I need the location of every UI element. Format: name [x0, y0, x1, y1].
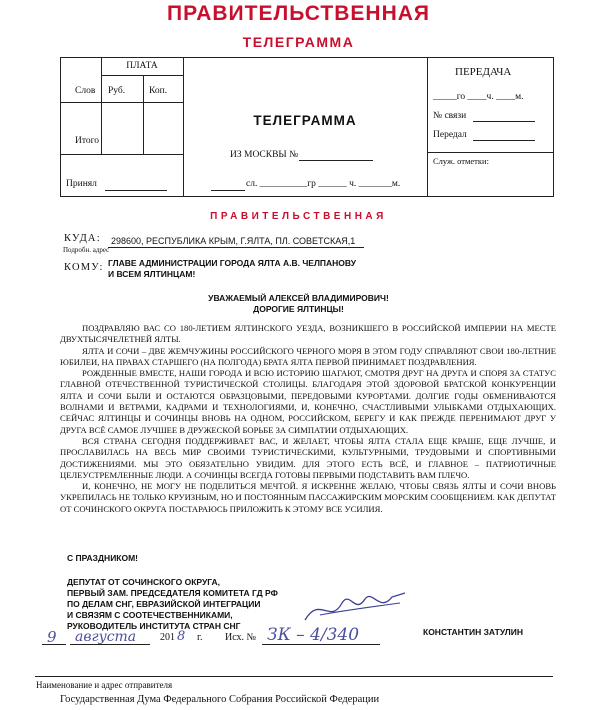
received-field	[105, 190, 167, 191]
connection-field	[473, 121, 535, 122]
to-whom-label: КОМУ:	[64, 262, 104, 273]
telegram-form	[60, 57, 554, 197]
transmission-header: ПЕРЕДАЧА	[455, 66, 512, 78]
greeting-line2: ДОРОГИЕ ЯЛТИНЦЫ!	[253, 304, 344, 314]
telegram-kind: ПРАВИТЕЛЬСТВЕННАЯ	[210, 211, 387, 222]
sender-label: Наименование и адрес отправителя	[36, 680, 173, 690]
signature-line: РУКОВОДИТЕЛЬ ИНСТИТУТА СТРАН СНГ	[67, 621, 241, 631]
form-title: ТЕЛЕГРАММА	[253, 113, 357, 128]
rubles-label: Руб.	[108, 86, 126, 96]
date-day: 9	[47, 628, 57, 646]
sender-value: Государственная Дума Федерального Собрания Российской Федерации	[60, 694, 380, 705]
paragraph: И, КОНЕЧНО, НЕ МОГУ НЕ ПОДЕЛИТЬСЯ МЕЧТОЙ. Я ИСКРЕННЕ ЖЕЛАЮ, ЧТОБЫ СВЯЗЬ ЯЛТЫ И СОЧИ ВНОВЬ УКРЕПИЛАСЬ НЕ ТОЛЬКО КРУИЗНЫМ, НО И ПОСТОЯННЫМ ПАССАЖИРСКИМ МОРСКИМ СООБЩЕНИЕМ. КАК ДЕПУТАТ ОТ СОЧИНСКОГО ОКРУГА ПОСТАРАЮСЬ ПРИЛОЖИТЬ К ЭТОМУ ВСЕ УСИЛИЯ.	[60, 481, 556, 514]
closing-line: С ПРАЗДНИКОМ!	[67, 553, 139, 563]
outgoing-number-underline	[262, 644, 380, 645]
kopecks-label: Коп.	[149, 86, 168, 96]
transmitted-field	[473, 140, 535, 141]
date-month: августа	[75, 629, 137, 645]
date-day-underline	[42, 644, 66, 645]
date-year-unit: г.	[197, 632, 203, 643]
paragraph: ЯЛТА И СОЧИ – ДВЕ ЖЕМЧУЖИНЫ РОССИЙСКОГО ЧЕРНОГО МОРЯ В ЭТОМ ГОДУ СПРАВЛЯЮТ СВОИ 180-ЛЕТНИЕ ЮБИЛЕИ, НА ПРАВАХ СТАРШЕГО (НА ПОЛГОДА) БРАТА ЯЛТА ПЕРВОЙ ПРИНИМАЕТ ПОЗДРАВЛЕНИЯ.	[60, 345, 556, 367]
transmitted-label: Передал	[433, 130, 467, 140]
paragraph: РОЖДЕННЫЕ ВМЕСТЕ, НАШИ ГОРОДА И ВСЮ ИСТОРИЮ ШАГАЮТ, СМОТРЯ ДРУГ НА ДРУГА И СПОРЯ ЗА СТАТУС ГЛАВНОЙ ОТЕЧЕСТВЕННОЙ ТУРИСТИЧЕСКОЙ СТОЛИЦЫ. БЛАГОДАРЯ ЭТОЙ ЗДОРОВОЙ БРАТСКОЙ КОНКУРЕНЦИИ ЯЛТА И СОЧИ БЫЛИ И ОСТАЮТСЯ ОБРАЗЦОВЫМИ, ПЕРЕДОВЫМИ КУРОРТАМИ. ДОЛГИЕ ГОДЫ ОБМЕНИВАЮТСЯ ВОЛНАМИ И ВЕТРАМИ, КАДРАМИ И ТЕХНОЛОГИЯМИ, И, КОНЕЧНО, СЧАСТЛИВЫМИ УЛЫБКАМИ ОТДЫХАЮЩИХ. СЕЙЧАС ЯЛТИНЦЫ И СОЧИНЦЫ ВНОВЬ НА ОДНОМ, РОССИЙСКОМ, БЕРЕГУ И КАК ПРЕЖДЕ ПЕРЕНИМАЮТ ДРУГ У ДРУГА ВСЁ САМОЕ ЛУЧШЕЕ В ДРУЖЕСКОЙ БОРЬБЕ ЗА СИМПАТИИ ОТДЫХАЮЩИХ.	[60, 368, 556, 435]
signature-line: ПО ДЕЛАМ СНГ, ЕВРАЗИЙСКОЙ ИНТЕГРАЦИИ	[67, 599, 261, 609]
payment-header: ПЛАТА	[126, 61, 158, 71]
date-year-prefix: 201	[160, 632, 175, 643]
detail-address-label: Подробн. адрес	[63, 246, 110, 254]
handwritten-signature	[300, 585, 410, 630]
total-label: Итого	[75, 136, 100, 146]
time-line: _____го ____ч. ____м.	[433, 92, 524, 102]
from-label: ИЗ МОСКВЫ №	[230, 150, 299, 160]
signature-line: И СВЯЗЯМ С СООТЕЧЕСТВЕННИКАМИ,	[67, 610, 233, 620]
address-underline	[108, 247, 364, 248]
recipient-line2: И ВСЕМ ЯЛТИНЦАМ!	[108, 269, 196, 279]
service-notes-label: Служ. отметки:	[433, 156, 489, 166]
to-where-label: КУДА:	[64, 233, 101, 244]
document-title: ПРАВИТЕЛЬСТВЕННАЯ	[166, 2, 431, 25]
outgoing-number: ЗК – 4/340	[267, 625, 360, 645]
words-label: Слов	[75, 86, 96, 96]
document-subtitle: ТЕЛЕГРАММА	[242, 34, 355, 50]
signature-line: ДЕПУТАТ ОТ СОЧИНСКОГО ОКРУГА,	[67, 577, 221, 587]
sender-divider	[35, 676, 553, 677]
paragraph: ПОЗДРАВЛЯЮ ВАС СО 180-ЛЕТИЕМ ЯЛТИНСКОГО УЕЗДА, ВОЗНИКШЕГО В РОССИЙСКОЙ ИМПЕРИИ НА МЕСТЕ ДВУХТЫСЯЧЕЛЕТНЕЙ ЯЛТЫ.	[60, 323, 556, 345]
date-year-suffix: 8	[177, 629, 186, 644]
sent-day-field	[211, 190, 245, 191]
paragraph: ВСЯ СТРАНА СЕГОДНЯ ПОДДЕРЖИВАЕТ ВАС, И ЖЕЛАЕТ, ЧТОБЫ ЯЛТА СТАЛА ЕЩЕ КРАШЕ, ЕЩЕ ЛУЧШЕ, И ПРОСЛАВИЛАСЬ НА ВЕСЬ МИР СВОИМИ ТУРИСТИЧЕСКИМИ, КУЛЬТУРНЫМИ, ТРУДОВЫМИ И СПОРТИВНЫМИ ДОСТИЖЕНИЯМИ. МЫ ЭТО ОБЯЗАТЕЛЬНО УВИДИМ. ДЛЯ ЭТОГО ЕСТЬ ВСЁ, И ГЛАВНОЕ – ПАТРИОТИЧНЫЕ ЦЕЛЕУСТРЕМЛЕННЫЕ ЛЮДИ. А СОЧИНЦЫ ВСЕГДА ГОТОВЫ ПЕРВЫМИ ПОДСТАВИТЬ ВАМ ПЛЕЧО.	[60, 435, 556, 480]
recipient-line1: ГЛАВЕ АДМИНИСТРАЦИИ ГОРОДА ЯЛТА А.В. ЧЕЛПАНОВУ	[108, 258, 357, 268]
connection-label: № связи	[433, 111, 467, 121]
sent-line: сл. __________гр ______ ч. _______м.	[246, 179, 401, 189]
date-month-underline	[70, 644, 150, 645]
message-body	[60, 323, 556, 515]
outgoing-number-label: Исх. №	[225, 632, 257, 643]
received-label: Принял	[66, 179, 97, 189]
signer-name: КОНСТАНТИН ЗАТУЛИН	[423, 627, 524, 637]
from-number-field	[299, 160, 373, 161]
greeting-line1: УВАЖАЕМЫЙ АЛЕКСЕЙ ВЛАДИМИРОВИЧ!	[208, 293, 389, 303]
signature-line: ПЕРВЫЙ ЗАМ. ПРЕДСЕДАТЕЛЯ КОМИТЕТА ГД РФ	[67, 588, 278, 598]
to-where-value: 298600, РЕСПУБЛИКА КРЫМ, Г.ЯЛТА, ПЛ. СОВЕТСКАЯ,1	[111, 236, 356, 246]
